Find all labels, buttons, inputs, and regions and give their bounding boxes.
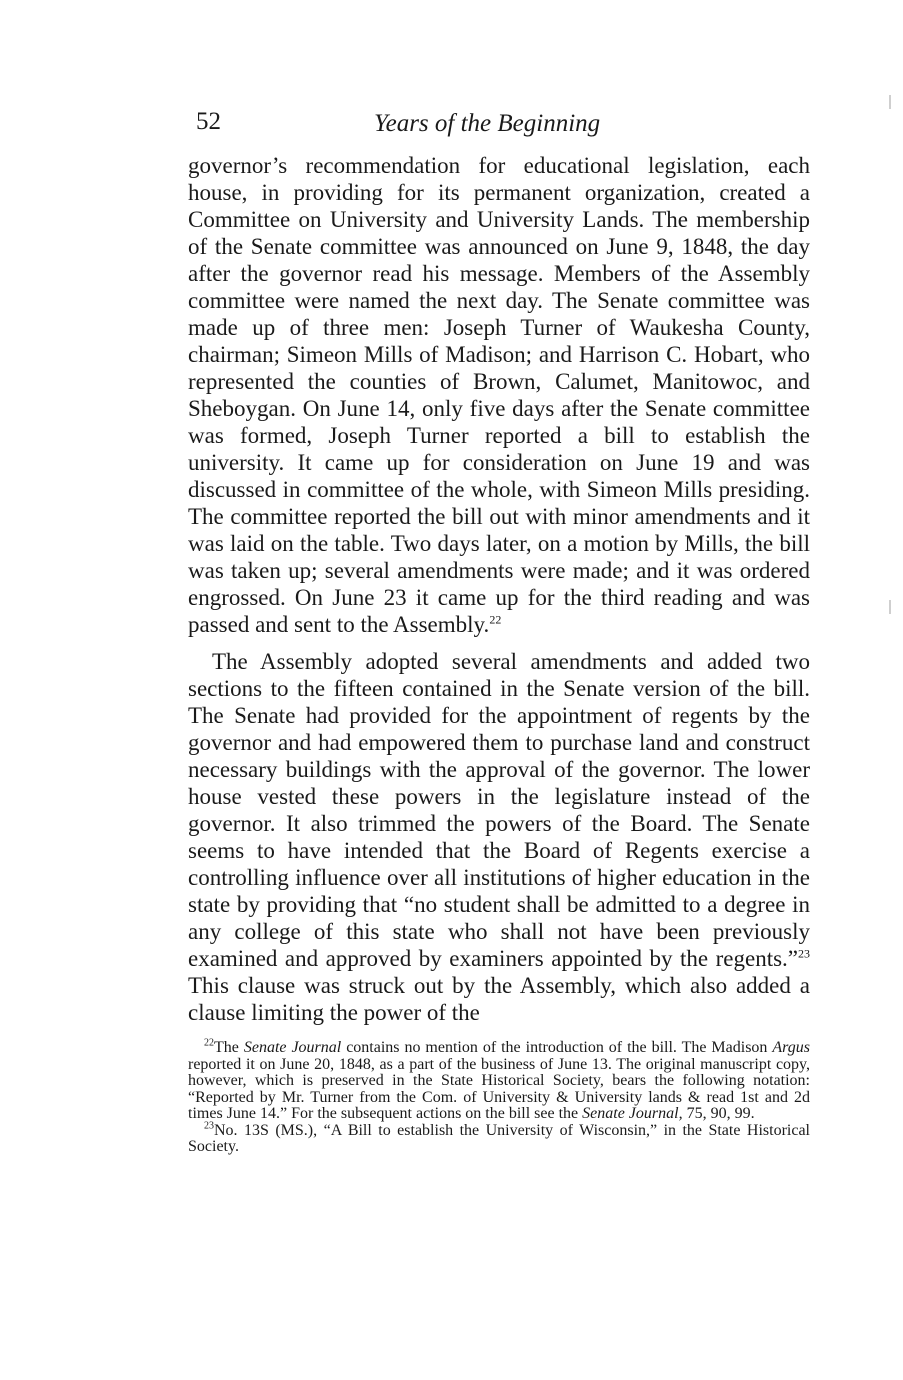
footnote-22-marker: 22	[204, 1037, 214, 1049]
footnotes	[188, 1037, 811, 1156]
scan-edge-mark	[889, 95, 891, 109]
body-paragraph-1	[188, 152, 810, 638]
footnote-22-text-a: The	[214, 1039, 244, 1056]
footnote-22	[188, 1037, 811, 1123]
footnote-23-marker: 23	[204, 1120, 214, 1132]
scan-edge-mark	[889, 600, 891, 614]
footnote-22-text-c: reported it on June 20, 1848, as a part of the business of June 13. The original manuscript copy, however, which is preserved in the State Historical Society, bears the following notation: “Reported by Mr. Turner from the Com. of University & University lands & read 1st and 2d times June 14.” For the subsequent actions on the bill see the	[188, 1055, 810, 1122]
book-page	[188, 108, 810, 1156]
running-head	[188, 108, 810, 148]
paragraph-2-text-b: This clause was struck out by the Assembly, which also added a clause limiting the power of the	[188, 973, 810, 1025]
footnote-23	[188, 1120, 810, 1156]
paragraph-2-text-a: The Assembly adopted several amendments and added two sections to the fifteen contained in the Senate version of the bill. The Senate had provided for the appointment of regents by the governor and had empowered them to purchase land and construct necessary buildings with the approval of the governor. The lower house vested these powers in the legislature instead of the governor. It also trimmed the powers of the Board. The Senate seems to have intended that the Board of Regents exercise a controlling influence over all institutions of higher education in the state by providing that “no student shall be admitted to a degree in any college of this state who shall not have been previously examined and approved by examiners appointed by the regents.”	[188, 649, 810, 971]
footnote-22-senate-journal-2: Senate Journal,	[582, 1105, 683, 1122]
body-paragraph-2	[188, 648, 810, 1026]
footnote-22-text-d: 75, 90, 99.	[682, 1105, 755, 1122]
paragraph-1-text: governor’s recommendation for educational legislation, each house, in providing for its permanent organization, created a Committee on University and University Lands. The membership of the Senate committee was announced on June 9, 1848, the day after the governor read his message. Members of the Assembly committee were named the next day. The Senate committee was made up of three men: Joseph Turner of Waukesha County, chairman; Simeon Mills of Madison; and Harrison C. Hobart, who represented the counties of Brown, Calumet, Manitowoc, and Sheboygan. On June 14, only five days after the Senate committee was formed, Joseph Turner reported a bill to establish the university. It came up for consideration on June 19 and was discussed in committee of the whole, with Simeon Mills presiding. The committee reported the bill out with minor amendments and it was laid on the table. Two days later, on a motion by Mills, the bill was taken up; several amendments were made; and it was ordered engrossed. On June 23 it came up for the third reading and was passed and sent to the Assembly.	[188, 153, 810, 637]
running-title: Years of the Beginning	[374, 110, 601, 137]
footnote-23-text: No. 13S (MS.), “A Bill to establish the University of Wisconsin,” in the State Historical Society.	[188, 1121, 810, 1155]
footnote-ref-23: 23	[798, 946, 810, 961]
footnote-22-argus: Argus	[772, 1039, 811, 1056]
page-number: 52	[196, 108, 221, 135]
footnote-22-senate-journal: Senate Journal	[243, 1039, 342, 1056]
footnote-22-text-b: contains no mention of the introduction of the bill. The Madison	[341, 1039, 773, 1056]
footnote-ref-22: 22	[489, 612, 502, 627]
